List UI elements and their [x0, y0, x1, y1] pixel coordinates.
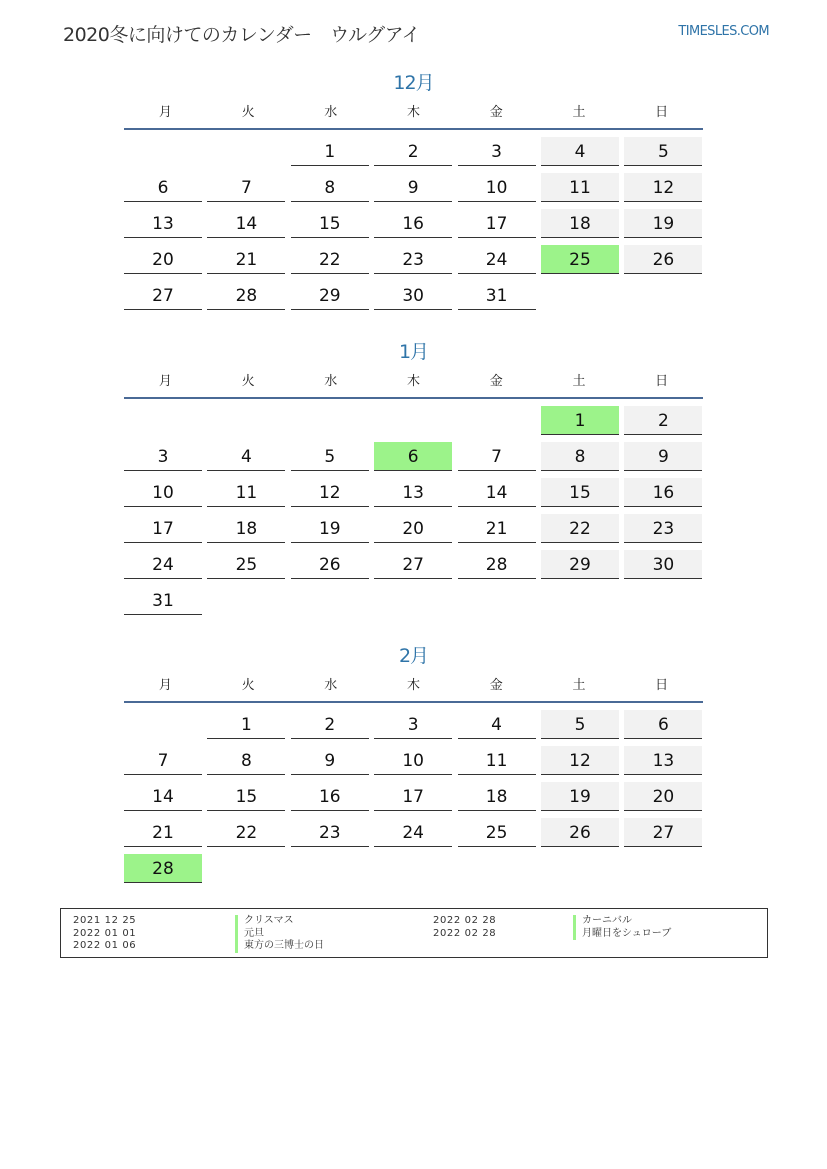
weekday-label: 日 — [655, 678, 669, 693]
day-cell[interactable]: 26 — [291, 550, 369, 579]
day-cell[interactable]: 20 — [374, 514, 452, 543]
day-cell[interactable]: 2 — [624, 406, 702, 435]
day-cell[interactable]: 6 — [124, 173, 202, 202]
month-february — [124, 641, 703, 879]
legend-holiday-name: クリスマス — [235, 915, 324, 928]
day-cell[interactable]: 5 — [291, 442, 369, 471]
day-cell[interactable]: 16 — [624, 478, 702, 507]
day-cell[interactable]: 17 — [374, 782, 452, 811]
legend-holiday-name: 東方の三博士の日 — [235, 940, 324, 953]
weekday-label: 月 — [158, 374, 172, 389]
day-cell[interactable]: 19 — [541, 782, 619, 811]
weekday-label: 土 — [572, 374, 586, 389]
weekday-label: 月 — [158, 105, 172, 120]
legend-dates-left — [73, 915, 136, 953]
weekday-label: 火 — [241, 374, 255, 389]
day-cell[interactable]: 18 — [458, 782, 536, 811]
weekday-label: 金 — [489, 374, 503, 389]
day-cell[interactable]: 17 — [124, 514, 202, 543]
day-cell[interactable]: 25 — [458, 818, 536, 847]
day-cell[interactable]: 3 — [458, 137, 536, 166]
day-cell[interactable]: 9 — [291, 746, 369, 775]
legend-names-right — [573, 915, 671, 940]
weekday-header — [124, 98, 703, 130]
day-cell[interactable]: 25 — [207, 550, 285, 579]
day-cell[interactable]: 14 — [124, 782, 202, 811]
month-january — [124, 337, 703, 611]
day-cell[interactable]: 12 — [624, 173, 702, 202]
day-cell[interactable]: 10 — [124, 478, 202, 507]
day-cell[interactable]: 19 — [624, 209, 702, 238]
weekday-label: 土 — [572, 105, 586, 120]
day-cell[interactable]: 26 — [624, 245, 702, 274]
day-cell[interactable]: 1 — [207, 710, 285, 739]
day-cell[interactable]: 24 — [458, 245, 536, 274]
day-cell[interactable]: 3 — [124, 442, 202, 471]
day-cell[interactable]: 13 — [624, 746, 702, 775]
weekday-label: 火 — [241, 678, 255, 693]
day-cell[interactable]: 15 — [207, 782, 285, 811]
day-cell[interactable]: 13 — [374, 478, 452, 507]
day-cell[interactable]: 14 — [207, 209, 285, 238]
month-december — [124, 68, 703, 306]
day-cell[interactable]: 27 — [124, 281, 202, 310]
day-cell[interactable]: 24 — [374, 818, 452, 847]
day-cell[interactable]: 4 — [207, 442, 285, 471]
weekday-label: 土 — [572, 678, 586, 693]
day-cell[interactable]: 28 — [458, 550, 536, 579]
day-cell[interactable]: 15 — [541, 478, 619, 507]
day-cell[interactable]: 3 — [374, 710, 452, 739]
day-cell[interactable]: 6 — [624, 710, 702, 739]
day-cell[interactable]: 21 — [458, 514, 536, 543]
day-cell[interactable]: 2 — [374, 137, 452, 166]
day-cell[interactable]: 5 — [541, 710, 619, 739]
day-cell[interactable]: 12 — [291, 478, 369, 507]
day-cell[interactable]: 29 — [541, 550, 619, 579]
day-cell[interactable]: 10 — [374, 746, 452, 775]
holiday-day-cell[interactable]: 25 — [541, 245, 619, 274]
weekday-label: 水 — [324, 105, 338, 120]
weekday-label: 月 — [158, 678, 172, 693]
legend-dates-right — [433, 915, 496, 940]
legend-date: 2022 02 28 — [433, 927, 497, 939]
day-cell[interactable]: 20 — [124, 245, 202, 274]
day-cell[interactable]: 8 — [291, 173, 369, 202]
weekday-label: 木 — [407, 678, 421, 693]
day-cell[interactable]: 22 — [291, 245, 369, 274]
day-cell[interactable]: 8 — [541, 442, 619, 471]
day-cell[interactable]: 21 — [124, 818, 202, 847]
day-cell[interactable]: 18 — [207, 514, 285, 543]
day-cell[interactable]: 7 — [124, 746, 202, 775]
day-cell[interactable]: 20 — [624, 782, 702, 811]
legend-date: 2022 02 28 — [433, 915, 497, 926]
day-cell[interactable]: 2 — [291, 710, 369, 739]
day-cell[interactable]: 11 — [458, 746, 536, 775]
day-cell[interactable]: 23 — [624, 514, 702, 543]
day-cell[interactable]: 24 — [124, 550, 202, 579]
day-cell[interactable]: 8 — [207, 746, 285, 775]
legend-holiday-name: 元旦 — [235, 928, 324, 941]
day-cell[interactable]: 28 — [207, 281, 285, 310]
day-cell[interactable]: 11 — [541, 173, 619, 202]
weekday-header — [124, 367, 703, 399]
legend-date: 2022 01 01 — [73, 927, 137, 939]
weekday-label: 日 — [655, 105, 669, 120]
day-cell[interactable]: 7 — [458, 442, 536, 471]
holiday-legend — [60, 908, 768, 958]
legend-date: 2022 01 06 — [73, 940, 137, 951]
holiday-day-cell[interactable]: 28 — [124, 854, 202, 883]
legend-holiday-name: 月曜日をシュローブ — [573, 928, 671, 941]
day-cell[interactable]: 11 — [207, 478, 285, 507]
day-cell[interactable]: 14 — [458, 478, 536, 507]
weekday-label: 金 — [489, 105, 503, 120]
day-cell[interactable]: 18 — [541, 209, 619, 238]
holiday-day-cell[interactable]: 1 — [541, 406, 619, 435]
month-title: 12月 — [393, 72, 434, 94]
legend-names-left — [235, 915, 324, 953]
weekday-label: 金 — [489, 678, 503, 693]
legend-date: 2021 12 25 — [73, 915, 137, 926]
day-cell[interactable]: 30 — [624, 550, 702, 579]
day-cell[interactable]: 22 — [207, 818, 285, 847]
day-cell[interactable]: 29 — [291, 281, 369, 310]
day-cell[interactable]: 23 — [291, 818, 369, 847]
day-cell[interactable]: 5 — [624, 137, 702, 166]
day-cell[interactable]: 9 — [624, 442, 702, 471]
day-cell[interactable]: 19 — [291, 514, 369, 543]
day-cell[interactable]: 1 — [291, 137, 369, 166]
weekday-label: 水 — [324, 374, 338, 389]
site-link[interactable]: TIMESLES.COM — [678, 24, 769, 39]
day-cell[interactable]: 16 — [374, 209, 452, 238]
day-cell[interactable]: 4 — [458, 710, 536, 739]
day-cell[interactable]: 10 — [458, 173, 536, 202]
month-title: 2月 — [398, 645, 429, 667]
day-cell[interactable]: 16 — [291, 782, 369, 811]
weekday-label: 日 — [655, 374, 669, 389]
day-cell[interactable]: 13 — [124, 209, 202, 238]
day-cell[interactable]: 31 — [458, 281, 536, 310]
day-cell[interactable]: 27 — [624, 818, 702, 847]
day-cell[interactable]: 31 — [124, 586, 202, 615]
day-cell[interactable]: 22 — [541, 514, 619, 543]
holiday-day-cell[interactable]: 6 — [374, 442, 452, 471]
month-title: 1月 — [398, 341, 429, 363]
weekday-label: 木 — [407, 105, 421, 120]
weekday-header — [124, 671, 703, 703]
day-cell[interactable]: 9 — [374, 173, 452, 202]
day-cell[interactable]: 26 — [541, 818, 619, 847]
page-title: 2020冬に向けてのカレンダー ウルグアイ — [63, 24, 420, 46]
day-cell[interactable]: 27 — [374, 550, 452, 579]
day-cell[interactable]: 17 — [458, 209, 536, 238]
day-cell[interactable]: 4 — [541, 137, 619, 166]
weekday-label: 火 — [241, 105, 255, 120]
weekday-label: 水 — [324, 678, 338, 693]
day-cell[interactable]: 30 — [374, 281, 452, 310]
day-cell[interactable]: 21 — [207, 245, 285, 274]
day-cell[interactable]: 12 — [541, 746, 619, 775]
weekday-label: 木 — [407, 374, 421, 389]
legend-holiday-name: カーニバル — [573, 915, 671, 928]
day-cell[interactable]: 7 — [207, 173, 285, 202]
day-cell[interactable]: 23 — [374, 245, 452, 274]
day-cell[interactable]: 15 — [291, 209, 369, 238]
